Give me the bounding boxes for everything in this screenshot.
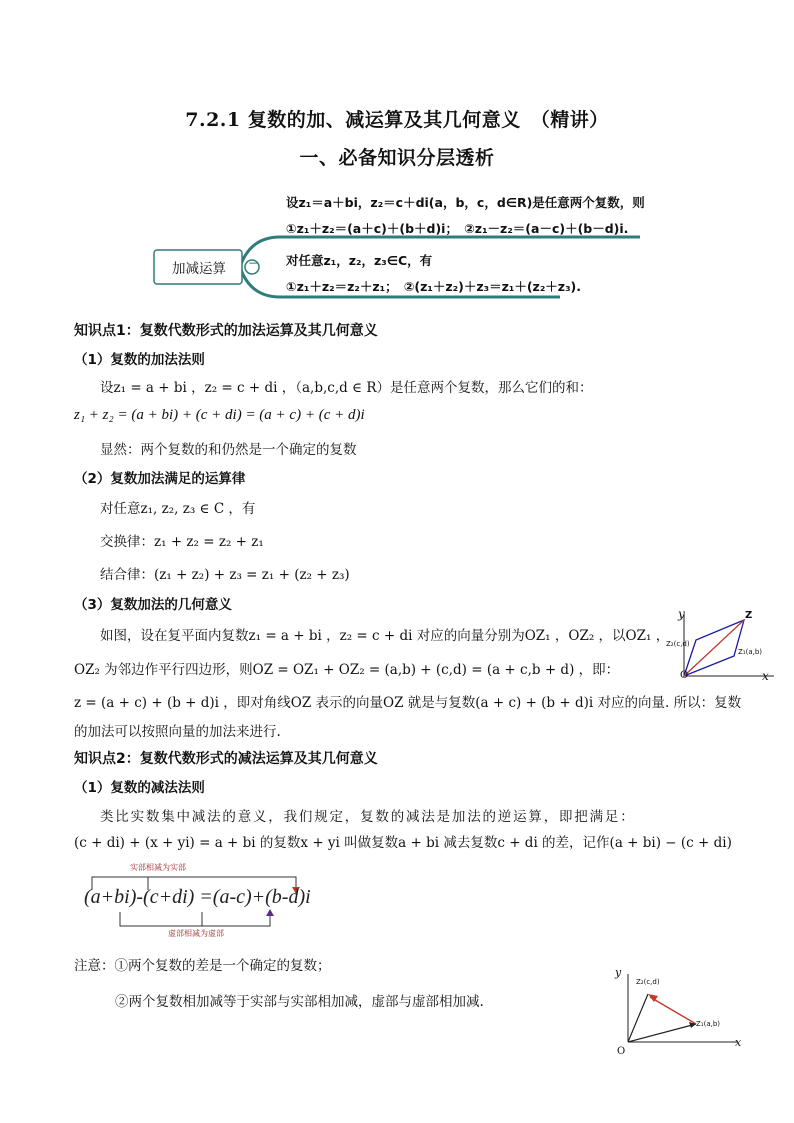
- kp1-s1-line1: 设z₁ = a + bi ，z₂ = c + di ，（a,b,c,d ∈ R）是任意两个复数，那么它们的和：: [100, 380, 593, 396]
- page-subtitle: 一、必备知识分层透析: [299, 147, 495, 169]
- mindmap-line-2: ①z₁＋z₂＝(a＋c)＋(b＋d)i； ②z₁－z₂＝(a－c)＋(b－d)i.: [286, 221, 629, 236]
- kp2-heading: 知识点2：复数代数形式的减法运算及其几何意义: [74, 751, 378, 767]
- fig2-y-label: y: [615, 966, 622, 979]
- fig2-z2-label: Z₂(c,d): [636, 978, 660, 986]
- fig2-z1-label: Z₁(a,b): [696, 1020, 721, 1028]
- kp2-s1-heading: （1）复数的减法法则: [74, 780, 205, 796]
- mindmap-line-3: 对任意z₁，z₂，z₃∈C，有: [286, 253, 433, 268]
- fig1-y-label: y: [678, 607, 685, 621]
- fig2-origin-label: O: [617, 1046, 626, 1057]
- page-title: 7.2.1 复数的加、减运算及其几何意义 （精讲）: [185, 109, 609, 131]
- kp2-s1-line1: 类比实数集中减法的意义，我们规定，复数的减法是加法的逆运算，即把满足：: [100, 809, 636, 825]
- kp1-s2-commutative: 交换律：z₁ + z₂ = z₂ + z₁: [100, 534, 264, 550]
- mindmap-root-node[interactable]: 加减运算: [172, 261, 226, 277]
- kp1-s1-line3: 显然：两个复数的和仍然是一个确定的复数: [100, 442, 357, 458]
- mindmap-line-4: ①z₁＋z₂＝z₂＋z₁； ②(z₁＋z₂)＋z₃＝z₁＋(z₂＋z₃).: [286, 279, 582, 294]
- diagram-imag-label: 虚部相减为虚部: [168, 929, 224, 938]
- kp1-heading: 知识点1：复数代数形式的加法运算及其几何意义: [74, 323, 378, 339]
- kp1-s3-line1: 如图，设在复平面内复数z₁ = a + bi ，z₂ = c + di 对应的向量分别为OZ₁ ，OZ₂ ，以OZ₁ ，: [100, 628, 670, 644]
- diagram-real-label: 实部相减为实部: [130, 863, 186, 872]
- kp1-s1-formula: z₁ + z₂ = (a + bi) + (c + di) = (a + c) + (c + d)i: [74, 407, 365, 423]
- collapse-icon[interactable]: −: [247, 256, 259, 270]
- kp1-s3-line2: OZ₂ 为邻边作平行四边形，则OZ = OZ₁ + OZ₂ = (a,b) + (c,d) = (a + c,b + d) ，即：: [74, 662, 620, 678]
- fig1-z-label: Z: [745, 610, 753, 621]
- subtraction-vector-figure: [610, 966, 750, 1058]
- kp1-s3-heading: （3）复数加法的几何意义: [74, 597, 232, 613]
- kp1-s1-heading: （1）复数的加法法则: [74, 352, 205, 368]
- kp1-s2-line1: 对任意z₁, z₂, z₃ ∈ C ，有: [100, 501, 256, 517]
- kp1-s3-line4: 的加法可以按照向量的加法来进行.: [74, 724, 281, 740]
- kp2-note-1: 注意：①两个复数的差是一个确定的复数；: [74, 958, 331, 974]
- fig1-z1-label: Z₁(a,b): [738, 648, 763, 656]
- fig1-z2-label: Z₂(c,d): [666, 640, 690, 648]
- kp1-s2-heading: （2）复数加法满足的运算律: [74, 471, 246, 487]
- kp1-s3-line3: z = (a + c) + (b + d)i ，即对角线OZ 表示的向量OZ 就是与复数(a + c) + (b + d)i 对应的向量. 所以：复数: [74, 695, 742, 711]
- kp2-note-2: ②两个复数相加减等于实部与实部相加减，虚部与虚部相加减.: [115, 994, 484, 1010]
- diagram-formula: (a+bi)-(c+di) =(a-c)+(b-d)i: [84, 886, 311, 908]
- kp2-s1-line2: (c + di) + (x + yi) = a + bi 的复数x + yi 叫做复数a + bi 减去复数c + di 的差，记作(a + bi) − (c + di): [74, 835, 732, 851]
- kp1-s2-associative: 结合律：(z₁ + z₂) + z₃ = z₁ + (z₂ + z₃): [100, 567, 350, 583]
- fig2-x-label: x: [735, 1036, 742, 1049]
- fig1-x-label: x: [762, 669, 769, 683]
- mindmap-line-1: 设z₁＝a＋bi，z₂＝c＋di(a，b，c，d∈R)是任意两个复数，则: [286, 195, 645, 210]
- fig1-origin-label: O: [680, 670, 689, 681]
